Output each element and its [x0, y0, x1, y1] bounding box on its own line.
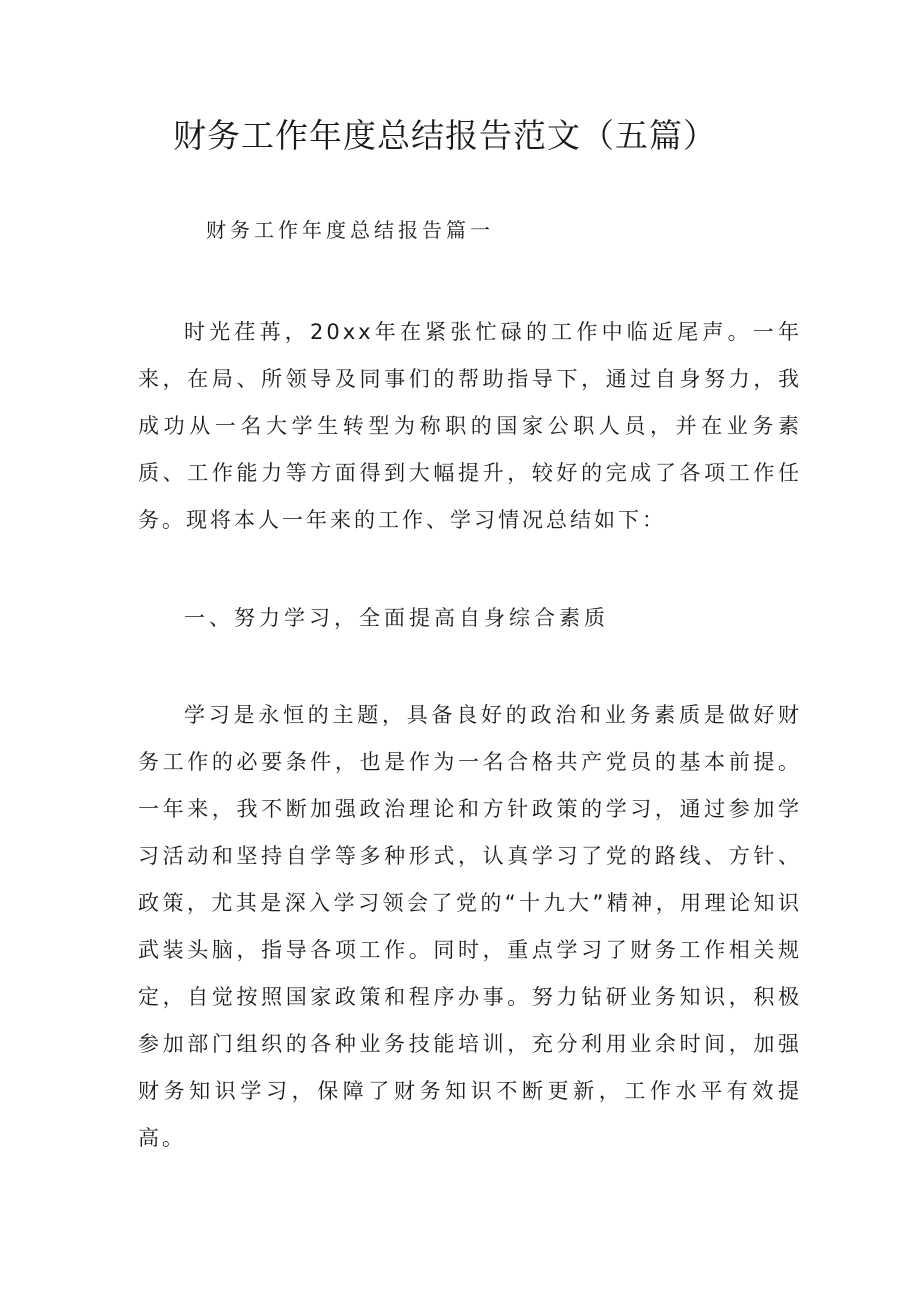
paragraph-intro: 时光荏苒，20xx年在紧张忙碌的工作中临近尾声。一年来，在局、所领导及同事们的帮助指导下，通过自身努力，我成功从一名大学生转型为称职的国家公职人员，并在业务素质、工作能力等方面得到大幅提升，较好的完成了各项工作任务。现将本人一年来的工作、学习情况总结如下：	[138, 320, 802, 532]
paragraph-study: 学习是永恒的主题，具备良好的政治和业务素质是做好财务工作的必要条件，也是作为一名合格共产党员的基本前提。一年来，我不断加强政治理论和方针政策的学习，通过参加学习活动和坚持自学等多种形式，认真学习了党的路线、方针、政策，尤其是深入学习领会了党的“十九大”精神，用理论知识武装头脑，指导各项工作。同时，重点学习了财务工作相关规定，自觉按照国家政策和程序办事。努力钻研业务知识，积极参加部门组织的各种业务技能培训，充分利用业余时间，加强财务知识学习，保障了财务知识不断更新，工作水平有效提高。	[138, 703, 802, 1150]
document-title: 财务工作年度总结报告范文（五篇）	[173, 116, 717, 155]
document-subtitle: 财务工作年度总结报告篇一	[206, 218, 494, 242]
section-heading: 一、努力学习，全面提高自身综合素质	[184, 606, 609, 630]
